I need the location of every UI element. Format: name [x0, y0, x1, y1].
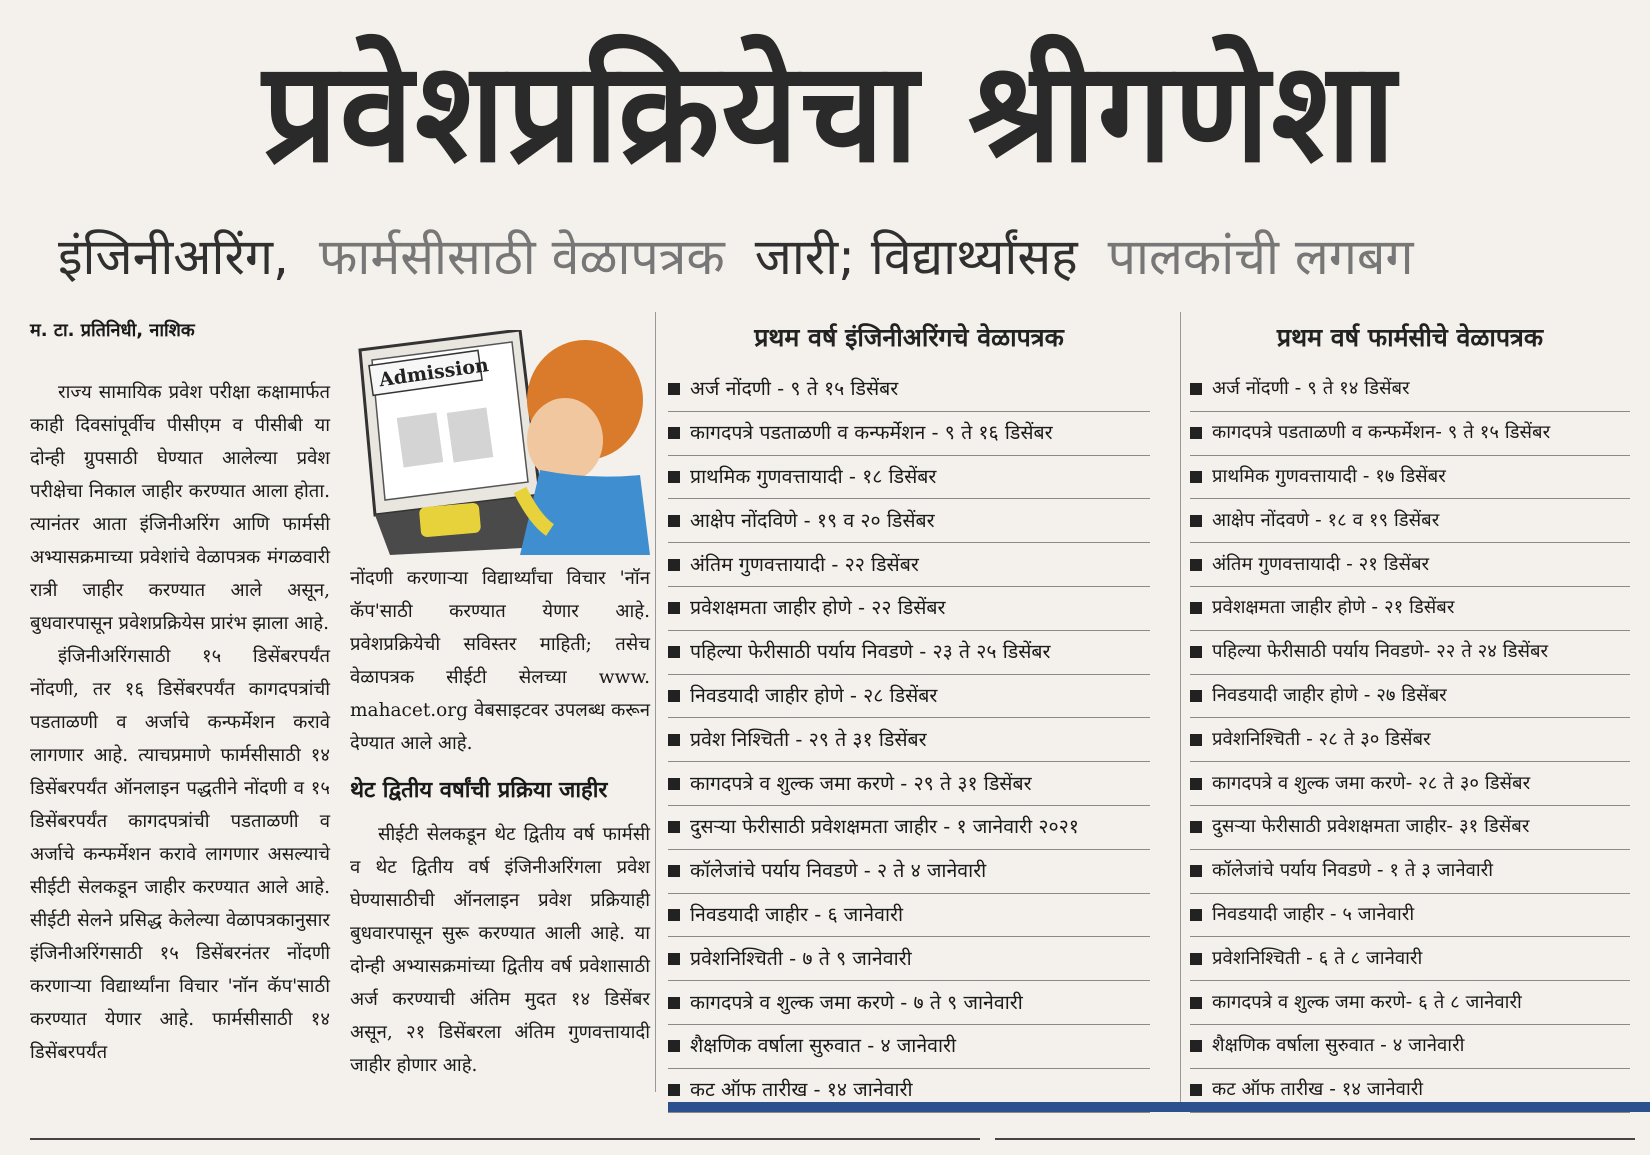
bullet-square-icon [668, 559, 680, 571]
list-item: पहिल्या फेरीसाठी पर्याय निवडणे- २२ ते २४ डिसेंबर [1190, 631, 1630, 675]
bottom-divider [30, 1138, 980, 1140]
list-item: कागदपत्रे व शुल्क जमा करणे - २९ ते ३१ डिसेंबर [668, 762, 1150, 806]
subhead-part3: जारी; विद्यार्थ्यांसह [754, 228, 1078, 286]
list-item: दुसऱ्या फेरीसाठी प्रवेशक्षमता जाहीर- ३१ डिसेंबर [1190, 806, 1630, 850]
pharmacy-schedule-title: प्रथम वर्ष फार्मसीचे वेळापत्रक [1276, 323, 1544, 352]
bullet-square-icon [668, 909, 680, 921]
bullet-square-icon [1190, 865, 1202, 877]
list-item: शैक्षणिक वर्षाला सुरुवात - ४ जानेवारी [1190, 1025, 1630, 1069]
article-paragraph: इंजिनीअरिंगसाठी १५ डिसेंबरपर्यंत नोंदणी, तर १६ डिसेंबरपर्यंत कागदपत्रांची पडताळणी व अर्जाचे कन्फर्मेशन करावे लागणार आहे. त्याचप्रमाणे फार्मसीसाठी १४ डिसेंबरपर्यंत ऑनलाइन पद्धतीने नोंदणी व १५ डिसेंबरपर्यंत कागदपत्रांची पडताळणी व अर्जाचे कन्फर्मेशन करावे लागणार असल्याचे सीईटी सेलकडून जाहीर करण्यात आले आहे. सीईटी सेलने प्रसिद्ध केलेल्या वेळापत्रकानुसार इंजिनीअरिंगसाठी १५ डिसेंबरनंतर नोंदणी करणाऱ्या विद्यार्थ्यांना विचार 'नॉन कॅप'साठी करण्यात येणार आहे. फार्मसीसाठी १४ डिसेंबरपर्यंत [30, 646, 330, 1063]
bottom-divider [995, 1138, 1635, 1140]
article-column-2 [350, 562, 650, 1082]
list-item: प्रवेशनिश्चिती - ७ ते ९ जानेवारी [668, 937, 1150, 981]
bullet-square-icon [668, 690, 680, 702]
bullet-square-icon [1190, 471, 1202, 483]
bullet-square-icon [1190, 646, 1202, 658]
subheadline [58, 222, 1598, 292]
bullet-square-icon [668, 602, 680, 614]
bullet-square-icon [1190, 559, 1202, 571]
list-item: प्रवेशक्षमता जाहीर होणे - २१ डिसेंबर [1190, 587, 1630, 631]
admission-sign-text: Admission [377, 354, 491, 392]
list-item: कट ऑफ तारीख - १४ जानेवारी [668, 1069, 1150, 1113]
article-paragraph: नोंदणी करणाऱ्या विद्यार्थ्यांचा विचार 'नॉन कॅप'साठी करण्यात येणार आहे. प्रवेशप्रक्रियेची सविस्तर माहिती; तसेच वेळापत्रक सीईटी सेलच्या www. mahacet.org वेबसाइटवर उपलब्ध करून देण्यात आले आहे. [350, 568, 650, 754]
bullet-square-icon [668, 821, 680, 833]
bullet-square-icon [1190, 690, 1202, 702]
list-item: अर्ज नोंदणी - ९ ते १५ डिसेंबर [668, 368, 1150, 412]
list-item: कट ऑफ तारीख - १४ जानेवारी [1190, 1069, 1630, 1113]
subhead-part2: फार्मसीसाठी वेळापत्रक [318, 228, 725, 286]
bullet-square-icon [668, 1040, 680, 1052]
list-item: प्रवेश निश्चिती - २९ ते ३१ डिसेंबर [668, 718, 1150, 762]
subhead-part1: इंजिनीअरिंग, [58, 228, 289, 286]
bullet-square-icon [1190, 734, 1202, 746]
article-column-1 [30, 376, 330, 1069]
bullet-square-icon [668, 734, 680, 746]
bullet-square-icon [1190, 602, 1202, 614]
bullet-square-icon [668, 383, 680, 395]
bullet-square-icon [1190, 997, 1202, 1009]
list-item: प्रवेशक्षमता जाहीर होणे - २२ डिसेंबर [668, 587, 1150, 631]
engineering-schedule-list [668, 368, 1150, 1113]
bullet-square-icon [1190, 778, 1202, 790]
list-item: कॉलेजांचे पर्याय निवडणे - २ ते ४ जानेवारी [668, 850, 1150, 894]
bullet-square-icon [1190, 1084, 1202, 1096]
list-item: निवडयादी जाहीर - ५ जानेवारी [1190, 894, 1630, 938]
list-item: प्राथमिक गुणवत्तायादी - १७ डिसेंबर [1190, 456, 1630, 500]
bullet-square-icon [668, 515, 680, 527]
article-paragraph: राज्य सामायिक प्रवेश परीक्षा कक्षामार्फत काही दिवसांपूर्वीच पीसीएम व पीसीबी या दोन्ही ग्रुपसाठी घेण्यात आलेल्या प्रवेश परीक्षेचा निकाल जाहीर करण्यात आला होता. त्यानंतर आता इंजिनीअरिंग आणि फार्मसी अभ्यासक्रमाच्या प्रवेशांचे वेळापत्रक मंगळवारी रात्री जाहीर करण्यात आले असून, बुधवारपासून प्रवेशप्रक्रियेस प्रारंभ झाला आहे. [30, 382, 330, 634]
bullet-square-icon [1190, 515, 1202, 527]
list-item: अर्ज नोंदणी - ९ ते १४ डिसेंबर [1190, 368, 1630, 412]
list-item: आक्षेप नोंदवणे - १८ व १९ डिसेंबर [1190, 499, 1630, 543]
list-item: दुसऱ्या फेरीसाठी प्रवेशक्षमता जाहीर - १ जानेवारी २०२१ [668, 806, 1150, 850]
admission-illustration [350, 330, 650, 555]
bullet-square-icon [1190, 427, 1202, 439]
bullet-square-icon [668, 997, 680, 1009]
bullet-square-icon [668, 427, 680, 439]
bullet-square-icon [1190, 909, 1202, 921]
bullet-square-icon [668, 471, 680, 483]
list-item: पहिल्या फेरीसाठी पर्याय निवडणे - २३ ते २५ डिसेंबर [668, 631, 1150, 675]
article-subheading: थेट द्वितीय वर्षांची प्रक्रिया जाहीर [350, 778, 608, 803]
list-item: आक्षेप नोंदविणे - १९ व २० डिसेंबर [668, 499, 1150, 543]
subhead-part4: पालकांची लगबग [1107, 228, 1414, 286]
headline: प्रवेशप्रक्रियेचा श्रीगणेशा [262, 32, 1398, 194]
list-item: प्राथमिक गुणवत्तायादी - १८ डिसेंबर [668, 456, 1150, 500]
engineering-schedule-title: प्रथम वर्ष इंजिनीअरिंगचे वेळापत्रक [754, 323, 1064, 352]
list-item: शैक्षणिक वर्षाला सुरुवात - ४ जानेवारी [668, 1025, 1150, 1069]
bullet-square-icon [1190, 383, 1202, 395]
bullet-square-icon [668, 778, 680, 790]
column-divider [1180, 312, 1181, 1102]
list-item: अंतिम गुणवत्तायादी - २२ डिसेंबर [668, 543, 1150, 587]
list-item: कॉलेजांचे पर्याय निवडणे - १ ते ३ जानेवारी [1190, 850, 1630, 894]
pharmacy-schedule-list [1190, 368, 1630, 1113]
accent-bar [668, 1102, 1650, 1112]
bullet-square-icon [1190, 1040, 1202, 1052]
byline: म. टा. प्रतिनिधी, नाशिक [30, 320, 195, 341]
list-item: प्रवेशनिश्चिती - २८ ते ३० डिसेंबर [1190, 718, 1630, 762]
list-item: कागदपत्रे व शुल्क जमा करणे- २८ ते ३० डिसेंबर [1190, 762, 1630, 806]
list-item: कागदपत्रे पडताळणी व कन्फर्मेशन - ९ ते १६ डिसेंबर [668, 412, 1150, 456]
list-item: निवडयादी जाहीर होणे - २७ डिसेंबर [1190, 675, 1630, 719]
bullet-square-icon [668, 865, 680, 877]
bullet-square-icon [668, 1084, 680, 1096]
list-item: कागदपत्रे व शुल्क जमा करणे - ७ ते ९ जानेवारी [668, 981, 1150, 1025]
pharmacy-schedule [1190, 316, 1630, 1113]
bullet-square-icon [668, 953, 680, 965]
list-item: प्रवेशनिश्चिती - ६ ते ८ जानेवारी [1190, 937, 1630, 981]
list-item: अंतिम गुणवत्तायादी - २१ डिसेंबर [1190, 543, 1630, 587]
bullet-square-icon [1190, 953, 1202, 965]
list-item: निवडयादी जाहीर होणे - २८ डिसेंबर [668, 675, 1150, 719]
list-item: कागदपत्रे व शुल्क जमा करणे- ६ ते ८ जानेवारी [1190, 981, 1630, 1025]
list-item: कागदपत्रे पडताळणी व कन्फर्मेशन- ९ ते १५ डिसेंबर [1190, 412, 1630, 456]
bullet-square-icon [668, 646, 680, 658]
article-paragraph: सीईटी सेलकडून थेट द्वितीय वर्ष फार्मसी व थेट द्वितीय वर्ष इंजिनीअरिंगला प्रवेश घेण्यासाठीची ऑनलाइन प्रवेश प्रक्रियाही बुधवारपासून सुरू करण्यात आली आहे. या दोन्ही अभ्यासक्रमांच्या द्वितीय वर्ष प्रवेशासाठी अर्ज करण्याची अंतिम मुदत १४ डिसेंबर असून, २१ डिसेंबरला अंतिम गुणवत्तायादी जाहीर होणार आहे. [350, 824, 650, 1076]
column-divider [655, 312, 656, 1092]
engineering-schedule [668, 316, 1150, 1113]
bullet-square-icon [1190, 821, 1202, 833]
list-item: निवडयादी जाहीर - ६ जानेवारी [668, 894, 1150, 938]
